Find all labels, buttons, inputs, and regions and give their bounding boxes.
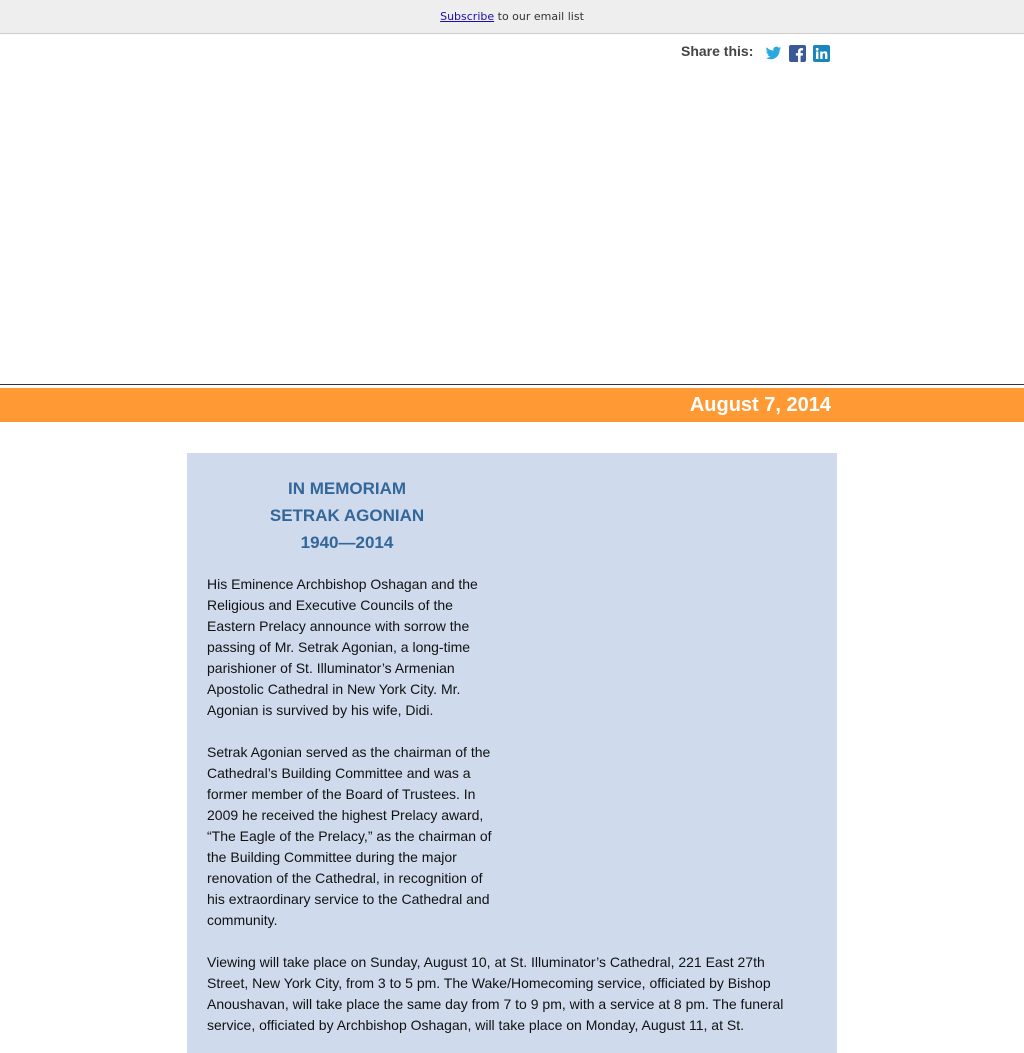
share-bar [681,42,837,64]
memoriam-name: SETRAK AGONIAN [269,506,425,525]
header-divider [0,384,1024,385]
newsletter-date: August 7, 2014 [689,394,831,416]
memoriam-years: 1940—2014 [300,533,394,552]
subscribe-bar [0,0,1024,34]
memoriam-heading [207,475,487,556]
article-paragraph-1: His Eminence Archbishop Oshagan and the Religious and Executive Councils of the Eastern Prelacy announce with sorrow the passing of Mr. Setrak Agonian, a long-time parishioner of St. Illuminator’s Armenian Apostolic Cathedral in New York City. Mr. Agonian is survived by his wife, Didi. [207,576,478,718]
subscribe-link[interactable]: Subscribe [440,10,495,23]
facebook-icon[interactable] [789,45,806,62]
linkedin-icon[interactable] [813,45,830,62]
date-banner [0,388,1024,422]
share-label: Share this: [681,43,754,59]
subscribe-suffix: to our email list [494,10,584,23]
article-paragraph-3: Viewing will take place on Sunday, August 10, at St. Illuminator’s Cathedral, 221 East 27th Street, New York City, from 3 to 5 pm. The Wake/Homecoming service, officiated by Bishop Anoushavan, will take place the same day from 7 to 9 pm, with a service at 8 pm. The funeral service, officiated by Archbishop Oshagan, will take place on Monday, August 11, at St. [207,954,784,1033]
memoriam-title: IN MEMORIAM [287,479,407,498]
article-paragraph-2: Setrak Agonian served as the chairman of the Cathedral’s Building Committee and was a former member of the Board of Trustees. In 2009 he received the highest Prelacy award, “The Eagle of the Prelacy,” as the chairman of the Building Committee during the major renovation of the Cathedral, in recognition of his extraordinary service to the Cathedral and community. [207,744,492,928]
twitter-icon[interactable] [765,45,782,62]
